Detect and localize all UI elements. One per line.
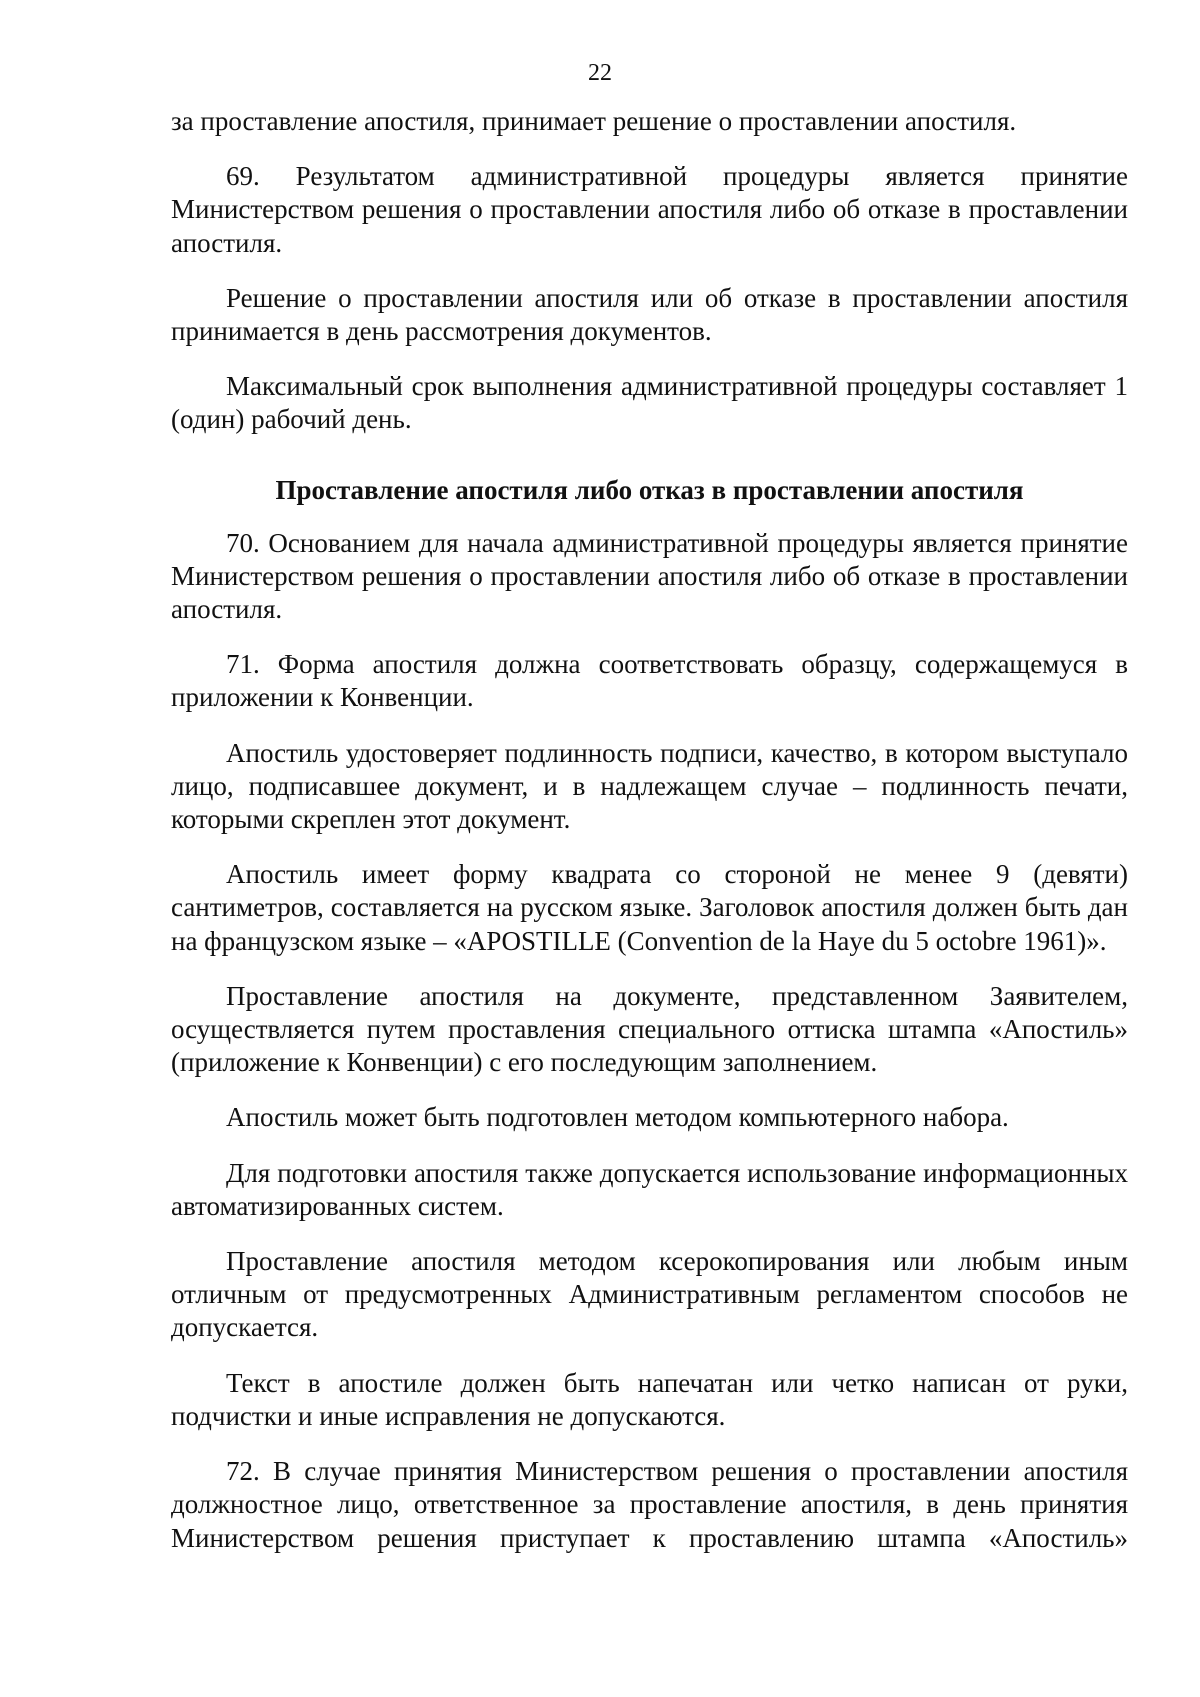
paragraph-72: 72. В случае принятия Министерством решения о проставлении апостиля должностное лицо, ответственное за проставление апостиля, в день принятия Министерством решения приступает к проставлению штампа «Апостиль» — [171, 1456, 1128, 1553]
document-body — [171, 105, 1128, 1555]
paragraph-information-systems: Для подготовки апостиля также допускается использование информационных автоматизированных систем. — [171, 1157, 1128, 1221]
section-heading: Проставление апостиля либо отказ в проставлении апостиля — [275, 474, 1024, 505]
paragraph-stamp-placement: Проставление апостиля на документе, представленном Заявителем, осуществляется путем проставления специального оттиска штампа «Апостиль» (приложение к Конвенции) с его последующим заполнением. — [171, 980, 1128, 1078]
paragraph-70: 70. Основанием для начала административной процедуры является принятие Министерством решения о проставлении апостиля либо об отказе в проставлении апостиля. — [171, 527, 1128, 625]
paragraph-apostille-certifies: Апостиль удостоверяет подлинность подписи, качество, в котором выступало лицо, подписавшее документ, и в надлежащем случае – подлинность печати, которыми скреплен этот документ. — [171, 737, 1128, 835]
paragraph-decision: Решение о проставлении апостиля или об отказе в проставлении апостиля принимается в день рассмотрения документов. — [171, 282, 1128, 347]
paragraph-continuation: за проставление апостиля, принимает решение о проставлении апостиля. — [171, 106, 1017, 136]
paragraph-apostille-form: Апостиль имеет форму квадрата со стороной не менее 9 (девяти) сантиметров, составляется на русском языке. Заголовок апостиля должен быть дан на французском языке – «APOSTILLE (Convention de la Haye du 5 octobre 1961)». — [171, 859, 1128, 956]
page-number: 22 — [588, 60, 612, 86]
paragraph-computer-typing: Апостиль может быть подготовлен методом компьютерного набора. — [226, 1102, 1009, 1133]
paragraph-xerox-prohibited: Проставление апостиля методом ксерокопирования или любым иным отличным от предусмотренных Административным регламентом способов не допускается. — [171, 1246, 1128, 1343]
paragraph-max-term: Максимальный срок выполнения административной процедуры составляет 1 (один) рабочий день. — [171, 371, 1128, 435]
paragraph-69: 69. Результатом административной процедуры является принятие Министерством решения о проставлении апостиля либо об отказе в проставлении апостиля. — [171, 161, 1128, 258]
paragraph-text-requirements: Текст в апостиле должен быть напечатан или четко написан от руки, подчистки и иные исправления не допускаются. — [171, 1367, 1128, 1431]
paragraph-71: 71. Форма апостиля должна соответствовать образцу, содержащемуся в приложении к Конвенции. — [171, 649, 1128, 713]
